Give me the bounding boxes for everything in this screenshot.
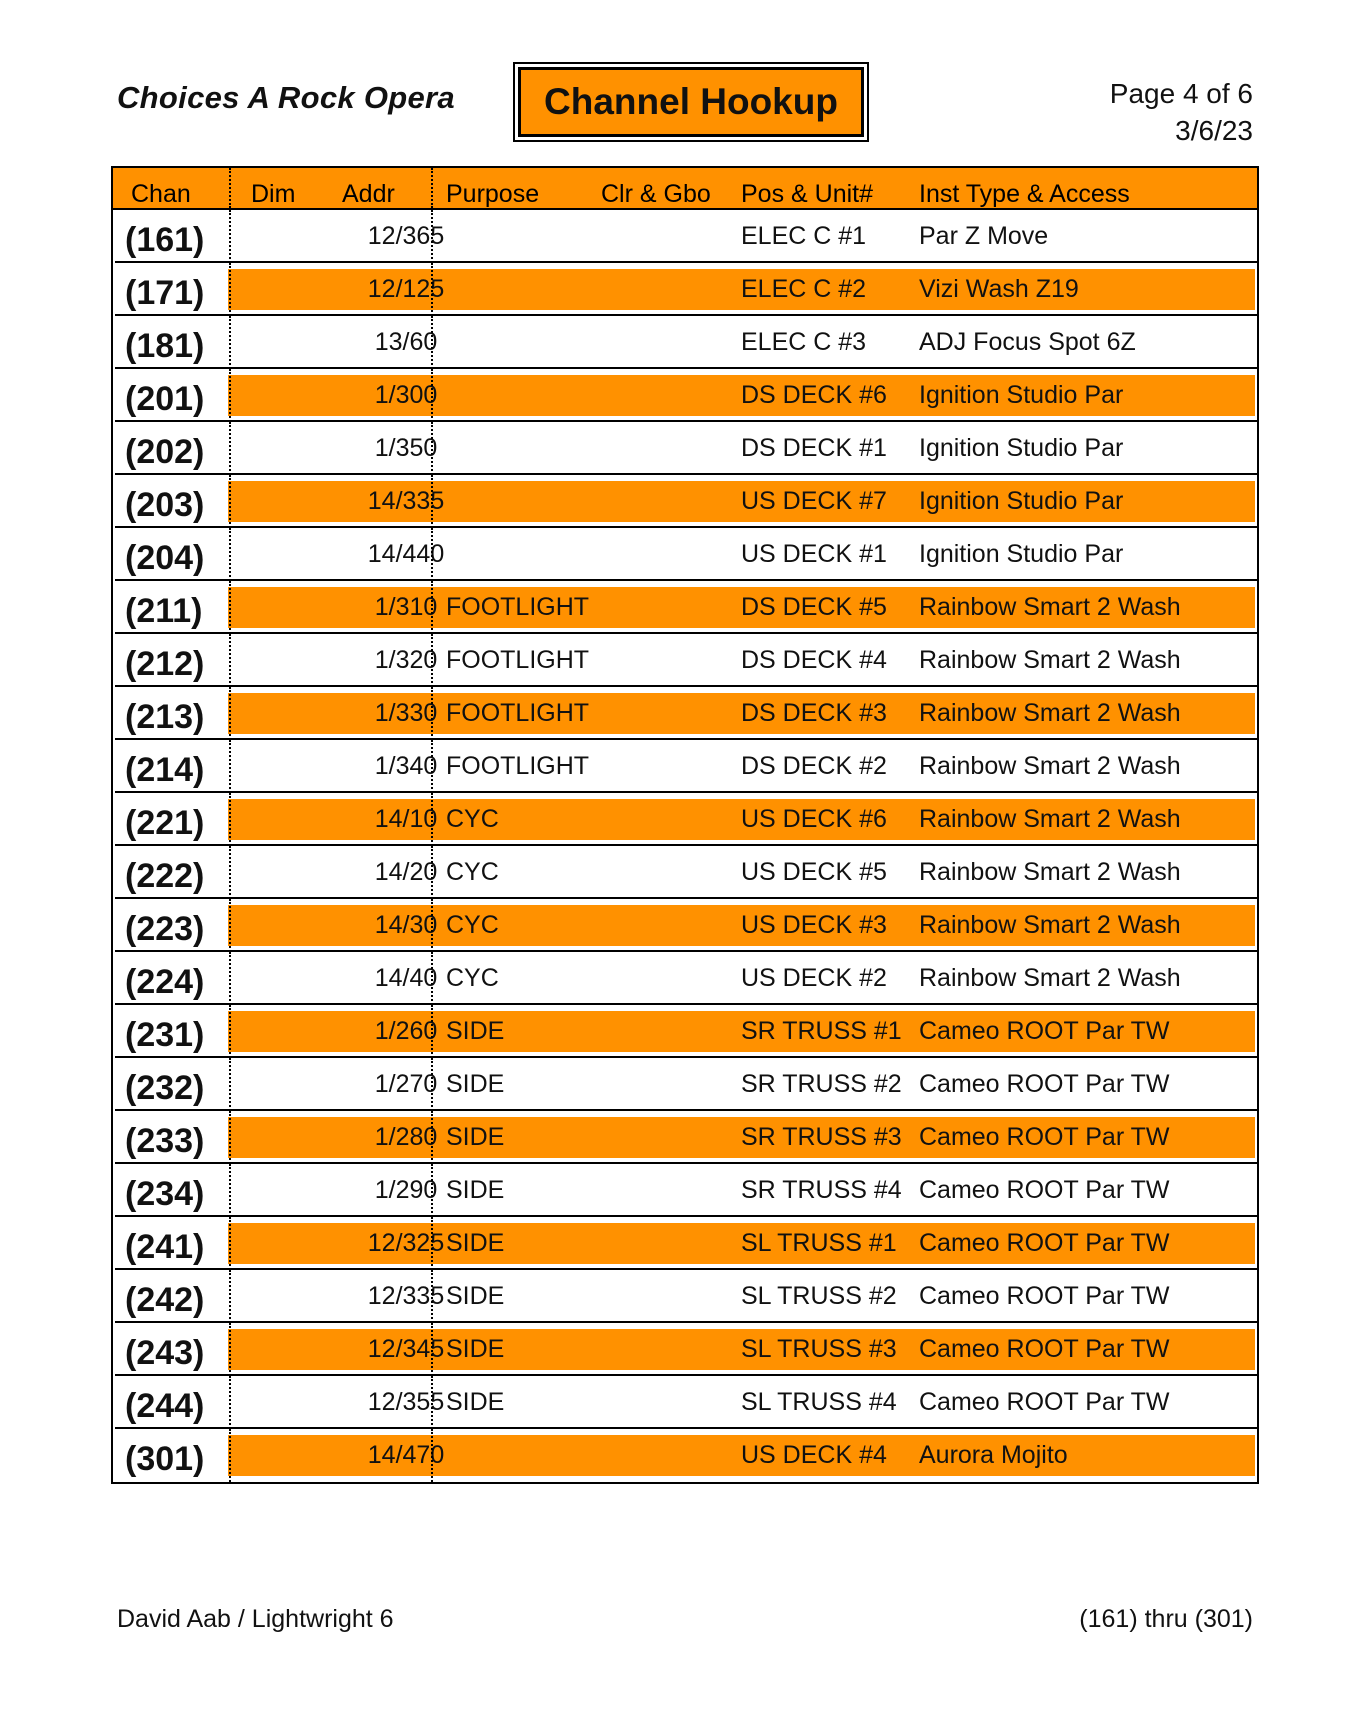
column-divider	[431, 1111, 433, 1164]
table-row	[113, 634, 1257, 687]
cell-chan: (241)	[125, 1228, 205, 1266]
cell-addr: 13/60	[374, 328, 438, 356]
table-row	[113, 581, 1257, 634]
table-header	[113, 168, 1257, 210]
cell-addr: 12/335	[367, 1282, 445, 1310]
cell-pos: DS DECK #3	[741, 699, 887, 727]
cell-inst: Cameo ROOT Par TW	[919, 1388, 1170, 1416]
column-divider	[229, 899, 231, 952]
report-title-box	[518, 67, 864, 137]
cell-pos: SL TRUSS #3	[741, 1335, 897, 1363]
cell-chan: (231)	[125, 1016, 205, 1054]
cell-pos: US DECK #1	[741, 540, 887, 568]
cell-pos: ELEC C #1	[741, 222, 867, 250]
table-row	[113, 740, 1257, 793]
cell-pos: SR TRUSS #4	[741, 1176, 902, 1204]
cell-pos: DS DECK #4	[741, 646, 887, 674]
cell-pos: SR TRUSS #3	[741, 1123, 902, 1151]
cell-pos: SL TRUSS #4	[741, 1388, 897, 1416]
column-divider	[431, 263, 433, 316]
cell-inst: Cameo ROOT Par TW	[919, 1070, 1170, 1098]
cell-purpose: FOOTLIGHT	[446, 593, 590, 621]
cell-inst: Cameo ROOT Par TW	[919, 1229, 1170, 1257]
cell-addr: 14/335	[367, 487, 445, 515]
column-divider	[229, 1270, 231, 1323]
column-divider	[431, 1429, 433, 1482]
cell-purpose: SIDE	[446, 1070, 505, 1098]
cell-inst: Aurora Mojito	[919, 1441, 1068, 1469]
cell-pos: DS DECK #6	[741, 381, 887, 409]
header-addr: Addr	[342, 180, 395, 208]
cell-pos: US DECK #5	[741, 858, 887, 886]
cell-pos: DS DECK #5	[741, 593, 887, 621]
table-row	[113, 369, 1257, 422]
page-info	[1110, 75, 1253, 149]
cell-purpose: CYC	[446, 858, 499, 886]
header-clr-gbo: Clr & Gbo	[601, 180, 711, 208]
column-divider	[229, 952, 231, 1005]
cell-addr: 12/345	[367, 1335, 445, 1363]
cell-pos: DS DECK #2	[741, 752, 887, 780]
report-date: 3/6/23	[1175, 115, 1253, 146]
cell-chan: (211)	[125, 592, 203, 630]
table-row	[113, 1058, 1257, 1111]
column-divider	[431, 475, 433, 528]
column-divider	[229, 687, 231, 740]
cell-inst: Cameo ROOT Par TW	[919, 1017, 1170, 1045]
cell-chan: (212)	[125, 645, 205, 683]
cell-chan: (233)	[125, 1122, 205, 1160]
column-divider	[229, 1164, 231, 1217]
table-row	[113, 793, 1257, 846]
report-title: Channel Hookup	[544, 81, 838, 122]
cell-chan: (242)	[125, 1281, 205, 1319]
cell-chan: (301)	[125, 1440, 205, 1478]
table-row	[113, 687, 1257, 740]
table-body	[113, 210, 1257, 1482]
column-divider	[229, 528, 231, 581]
cell-addr: 1/290	[374, 1176, 438, 1204]
cell-chan: (224)	[125, 963, 205, 1001]
cell-chan: (243)	[125, 1334, 205, 1372]
column-divider	[431, 687, 433, 740]
cell-inst: Rainbow Smart 2 Wash	[919, 858, 1181, 886]
cell-chan: (213)	[125, 698, 205, 736]
cell-chan: (202)	[125, 433, 205, 471]
column-divider	[229, 1323, 231, 1376]
cell-purpose: SIDE	[446, 1229, 505, 1257]
cell-pos: ELEC C #3	[741, 328, 867, 356]
column-divider	[431, 369, 433, 422]
column-divider	[229, 168, 231, 208]
cell-addr: 14/40	[374, 964, 438, 992]
column-divider	[229, 1058, 231, 1111]
cell-chan: (181)	[125, 327, 205, 365]
table-row	[113, 528, 1257, 581]
column-divider	[431, 1058, 433, 1111]
cell-inst: Ignition Studio Par	[919, 434, 1124, 462]
column-divider	[229, 210, 231, 263]
cell-inst: Rainbow Smart 2 Wash	[919, 911, 1181, 939]
cell-pos: US DECK #6	[741, 805, 887, 833]
table-row	[113, 1217, 1257, 1270]
column-divider	[431, 1164, 433, 1217]
cell-inst: Par Z Move	[919, 222, 1049, 250]
column-divider	[431, 1270, 433, 1323]
table-row	[113, 1111, 1257, 1164]
cell-chan: (244)	[125, 1387, 205, 1425]
table-row	[113, 210, 1257, 263]
header-inst: Inst Type & Access	[919, 180, 1130, 208]
cell-purpose: FOOTLIGHT	[446, 752, 590, 780]
cell-pos: ELEC C #2	[741, 275, 867, 303]
cell-purpose: FOOTLIGHT	[446, 646, 590, 674]
table-row	[113, 1376, 1257, 1429]
cell-inst: Cameo ROOT Par TW	[919, 1123, 1170, 1151]
cell-inst: Rainbow Smart 2 Wash	[919, 646, 1181, 674]
cell-purpose: SIDE	[446, 1282, 505, 1310]
cell-addr: 1/330	[374, 699, 438, 727]
cell-purpose: CYC	[446, 964, 499, 992]
column-divider	[229, 793, 231, 846]
cell-purpose: SIDE	[446, 1123, 505, 1151]
cell-pos: SR TRUSS #2	[741, 1070, 902, 1098]
cell-addr: 14/440	[367, 540, 445, 568]
cell-addr: 1/340	[374, 752, 438, 780]
channel-table	[111, 166, 1259, 1484]
cell-inst: Cameo ROOT Par TW	[919, 1335, 1170, 1363]
cell-addr: 1/300	[374, 381, 438, 409]
cell-inst: Rainbow Smart 2 Wash	[919, 593, 1181, 621]
cell-chan: (234)	[125, 1175, 205, 1213]
cell-pos: US DECK #7	[741, 487, 887, 515]
cell-pos: US DECK #2	[741, 964, 887, 992]
cell-addr: 14/10	[374, 805, 438, 833]
column-divider	[431, 1217, 433, 1270]
cell-inst: Ignition Studio Par	[919, 487, 1124, 515]
cell-pos: DS DECK #1	[741, 434, 887, 462]
cell-chan: (223)	[125, 910, 205, 948]
page-number: Page 4 of 6	[1109, 78, 1253, 109]
column-divider	[229, 581, 231, 634]
cell-inst: Rainbow Smart 2 Wash	[919, 699, 1181, 727]
column-divider	[431, 422, 433, 475]
cell-addr: 1/350	[374, 434, 438, 462]
cell-chan: (201)	[125, 380, 205, 418]
column-divider	[431, 1323, 433, 1376]
cell-addr: 14/20	[374, 858, 438, 886]
cell-pos: SR TRUSS #1	[741, 1017, 902, 1045]
table-row	[113, 1164, 1257, 1217]
column-divider	[229, 846, 231, 899]
column-divider	[229, 1429, 231, 1482]
cell-inst: Cameo ROOT Par TW	[919, 1282, 1170, 1310]
column-divider	[431, 1005, 433, 1058]
column-divider	[229, 740, 231, 793]
footer-range: (161) thru (301)	[1079, 1605, 1253, 1633]
cell-pos: US DECK #4	[741, 1441, 887, 1469]
cell-purpose: CYC	[446, 805, 499, 833]
cell-purpose: FOOTLIGHT	[446, 699, 590, 727]
cell-pos: SL TRUSS #1	[741, 1229, 897, 1257]
cell-chan: (222)	[125, 857, 205, 895]
column-divider	[431, 168, 433, 208]
cell-chan: (232)	[125, 1069, 205, 1107]
cell-chan: (204)	[125, 539, 205, 577]
table-row	[113, 263, 1257, 316]
cell-chan: (171)	[125, 274, 205, 312]
cell-inst: Rainbow Smart 2 Wash	[919, 752, 1181, 780]
table-row	[113, 1429, 1257, 1482]
table-row	[113, 422, 1257, 475]
cell-addr: 1/260	[374, 1017, 438, 1045]
table-row	[113, 899, 1257, 952]
cell-addr: 1/280	[374, 1123, 438, 1151]
cell-purpose: SIDE	[446, 1017, 505, 1045]
column-divider	[229, 634, 231, 687]
header-pos: Pos & Unit#	[741, 180, 874, 208]
column-divider	[431, 846, 433, 899]
cell-pos: US DECK #3	[741, 911, 887, 939]
cell-inst: ADJ Focus Spot 6Z	[919, 328, 1136, 356]
column-divider	[229, 369, 231, 422]
cell-addr: 12/365	[367, 222, 445, 250]
column-divider	[431, 210, 433, 263]
header-purpose: Purpose	[446, 180, 540, 208]
column-divider	[431, 740, 433, 793]
column-divider	[431, 952, 433, 1005]
cell-addr: 1/270	[374, 1070, 438, 1098]
table-row	[113, 316, 1257, 369]
cell-addr: 1/310	[374, 593, 438, 621]
footer-credit: David Aab / Lightwright 6	[117, 1605, 394, 1633]
column-divider	[229, 422, 231, 475]
cell-addr: 14/470	[367, 1441, 445, 1469]
column-divider	[229, 475, 231, 528]
cell-inst: Rainbow Smart 2 Wash	[919, 805, 1181, 833]
column-divider	[229, 1376, 231, 1429]
column-divider	[229, 1111, 231, 1164]
show-title: Choices A Rock Opera	[117, 80, 455, 115]
cell-addr: 12/125	[367, 275, 445, 303]
column-divider	[431, 316, 433, 369]
cell-chan: (214)	[125, 751, 205, 789]
cell-inst: Cameo ROOT Par TW	[919, 1176, 1170, 1204]
cell-purpose: SIDE	[446, 1335, 505, 1363]
table-row	[113, 475, 1257, 528]
cell-inst: Ignition Studio Par	[919, 540, 1124, 568]
cell-addr: 12/355	[367, 1388, 445, 1416]
cell-inst: Ignition Studio Par	[919, 381, 1124, 409]
column-divider	[229, 316, 231, 369]
table-row	[113, 1323, 1257, 1376]
cell-purpose: SIDE	[446, 1388, 505, 1416]
table-row	[113, 846, 1257, 899]
table-row	[113, 1005, 1257, 1058]
cell-inst: Rainbow Smart 2 Wash	[919, 964, 1181, 992]
cell-addr: 1/320	[374, 646, 438, 674]
column-divider	[229, 1005, 231, 1058]
cell-chan: (203)	[125, 486, 205, 524]
cell-addr: 14/30	[374, 911, 438, 939]
cell-addr: 12/325	[367, 1229, 445, 1257]
column-divider	[431, 528, 433, 581]
cell-purpose: SIDE	[446, 1176, 505, 1204]
table-row	[113, 952, 1257, 1005]
column-divider	[431, 899, 433, 952]
cell-chan: (161)	[125, 221, 205, 259]
column-divider	[229, 263, 231, 316]
cell-purpose: CYC	[446, 911, 499, 939]
column-divider	[431, 634, 433, 687]
header-chan: Chan	[131, 180, 191, 208]
cell-pos: SL TRUSS #2	[741, 1282, 897, 1310]
column-divider	[431, 1376, 433, 1429]
cell-chan: (221)	[125, 804, 205, 842]
column-divider	[431, 581, 433, 634]
column-divider	[431, 793, 433, 846]
table-row	[113, 1270, 1257, 1323]
header-dim: Dim	[251, 180, 296, 208]
cell-inst: Vizi Wash Z19	[919, 275, 1079, 303]
column-divider	[229, 1217, 231, 1270]
